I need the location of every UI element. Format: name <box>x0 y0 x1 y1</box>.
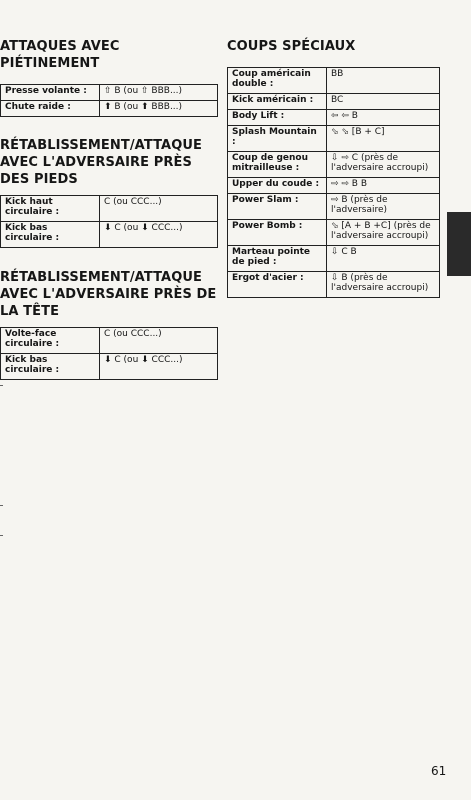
move-name: Kick américain : <box>228 94 327 110</box>
move-command: C (ou CCC...) <box>100 328 218 354</box>
move-command: ⬂ ⬂ [B + C] <box>327 126 440 152</box>
move-name: Coup de genou mitrailleuse : <box>228 152 327 178</box>
move-command: BB <box>327 68 440 94</box>
stomp-table <box>0 84 218 117</box>
move-command: ⬂ [A + B +C] (près de l'adversaire accroupi) <box>327 220 440 246</box>
page-edge-tab <box>447 212 471 276</box>
move-command: ⇩ ⇨ C (près de l'adversaire accroupi) <box>327 152 440 178</box>
table-row <box>228 94 440 110</box>
move-name: Kick bas circulaire : <box>1 354 100 380</box>
left-column <box>0 38 218 380</box>
move-command: BC <box>327 94 440 110</box>
table-row <box>228 152 440 178</box>
move-name: Body Lift : <box>228 110 327 126</box>
move-name: Power Bomb : <box>228 220 327 246</box>
table-row <box>1 222 218 248</box>
table-row <box>228 68 440 94</box>
table-row <box>228 178 440 194</box>
table-row <box>1 85 218 101</box>
table-row <box>228 246 440 272</box>
move-command: ⬇ C (ou ⬇ CCC...) <box>100 222 218 248</box>
table-row <box>228 126 440 152</box>
table-row <box>228 194 440 220</box>
move-name: Ergot d'acier : <box>228 272 327 298</box>
move-command: C (ou CCC...) <box>100 196 218 222</box>
move-command: ⇨ ⇨ B B <box>327 178 440 194</box>
move-name: Power Slam : <box>228 194 327 220</box>
recovery-head-table <box>0 327 218 380</box>
move-name: Upper du coude : <box>228 178 327 194</box>
move-name: Kick bas circulaire : <box>1 222 100 248</box>
special-moves-table <box>227 67 440 298</box>
section-title-recovery-head: RÉTABLISSEMENT/ATTAQUE AVEC L'ADVERSAIRE PRÈS DE LA TÊTE <box>0 270 217 319</box>
margin-mark <box>0 535 3 536</box>
move-name: Chute raide : <box>1 101 100 117</box>
margin-mark <box>0 385 3 386</box>
recovery-feet-table <box>0 195 218 248</box>
move-command: ⇦ ⇦ B <box>327 110 440 126</box>
table-row <box>1 354 218 380</box>
move-name: Kick haut circulaire : <box>1 196 100 222</box>
table-row <box>1 328 218 354</box>
margin-mark <box>0 505 3 506</box>
section-title-recovery-feet: RÉTABLISSEMENT/ATTAQUE AVEC L'ADVERSAIRE PRÈS DES PIEDS <box>0 138 202 187</box>
move-command: ⇩ C B <box>327 246 440 272</box>
move-command: ⇨ B (près de l'adversaire) <box>327 194 440 220</box>
move-name: Volte-face circulaire : <box>1 328 100 354</box>
section-title-special: COUPS SPÉCIAUX <box>227 39 356 54</box>
move-name: Coup américain double : <box>228 68 327 94</box>
table-row <box>1 101 218 117</box>
move-name: Presse volante : <box>1 85 100 101</box>
right-column <box>227 38 440 298</box>
move-command: ⇩ B (près de l'adversaire accroupi) <box>327 272 440 298</box>
table-row <box>1 196 218 222</box>
section-title-stomp: ATTAQUES AVEC PIÉTINEMENT <box>0 39 120 71</box>
move-command: ⬇ C (ou ⬇ CCC...) <box>100 354 218 380</box>
table-row <box>228 110 440 126</box>
table-row <box>228 272 440 298</box>
table-row <box>228 220 440 246</box>
move-command: ⬆ B (ou ⬆ BBB...) <box>100 101 218 117</box>
page-number: 61 <box>431 764 447 778</box>
move-name: Splash Mountain : <box>228 126 327 152</box>
move-command: ⇧ B (ou ⇧ BBB...) <box>100 85 218 101</box>
move-name: Marteau pointe de pied : <box>228 246 327 272</box>
